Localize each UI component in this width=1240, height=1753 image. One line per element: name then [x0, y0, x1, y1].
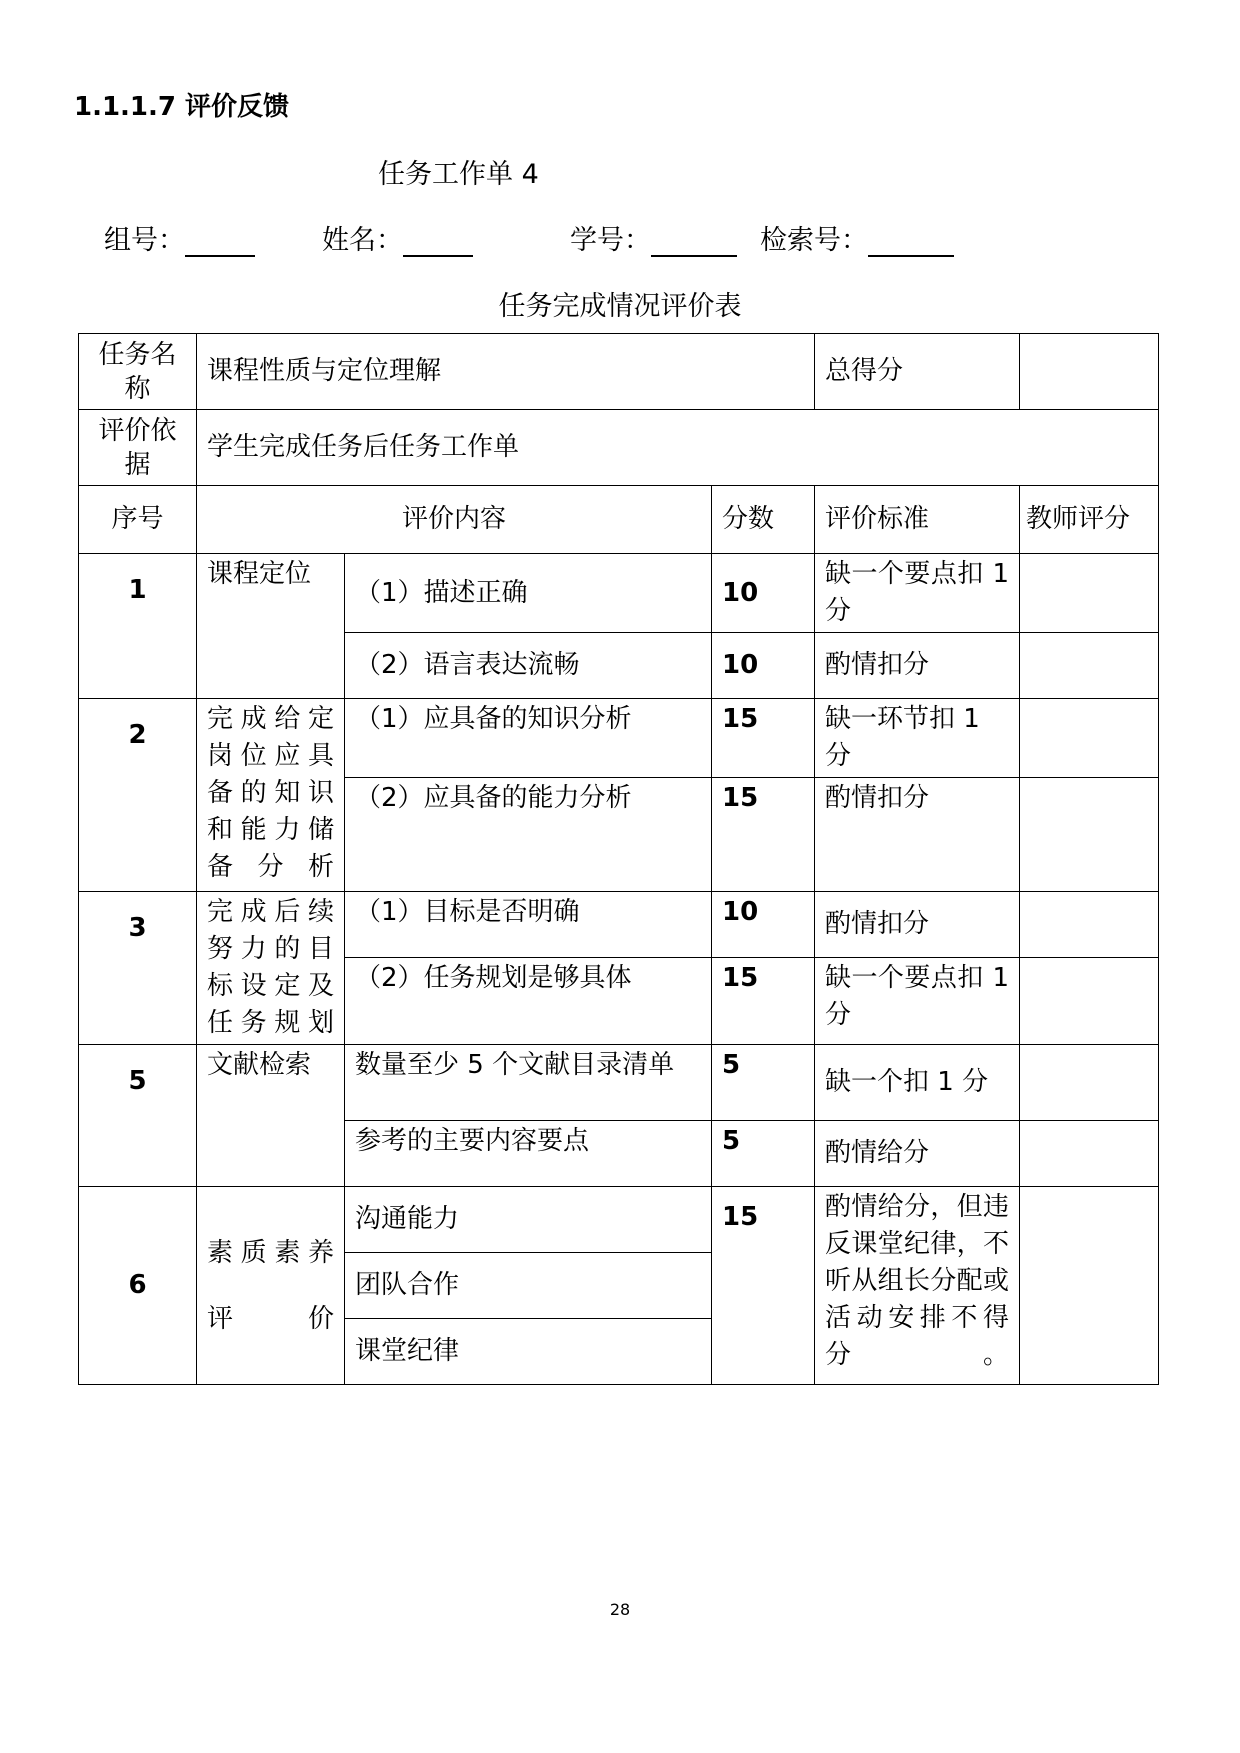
teacher-score-cell[interactable]	[1020, 778, 1159, 892]
header-score: 分数	[712, 486, 815, 554]
sheet-title: 任务工作单 4	[378, 159, 539, 190]
group-3-seq: 3	[79, 892, 197, 1045]
group-5-item-2-criteria: 酌情给分	[815, 1121, 1020, 1187]
group-2-item-1-content: （1）应具备的知识分析	[345, 699, 712, 778]
group-3-item-2-content: （2）任务规划是够具体	[345, 958, 712, 1045]
name-label: 姓名：	[322, 225, 403, 256]
group-2-seq: 2	[79, 699, 197, 892]
group-6-criteria: 酌情给分，但违反课堂纪律，不听从组长分配或活动安排不得分。	[815, 1187, 1020, 1385]
student-id-label: 学号：	[570, 225, 651, 256]
group-3-item-1-score: 10	[712, 892, 815, 958]
group-2-item-1-criteria: 缺一环节扣 1 分	[815, 699, 1020, 778]
table-row	[79, 1187, 1159, 1253]
group-6-item-2-content: 团队合作	[345, 1253, 712, 1319]
teacher-score-cell[interactable]	[1020, 554, 1159, 633]
evaluation-table	[78, 333, 1159, 1385]
task-name-label: 任务名称	[79, 334, 197, 410]
group-3-item-1-criteria: 酌情扣分	[815, 892, 1020, 958]
group-2-item-2-score: 15	[712, 778, 815, 892]
group-1-seq: 1	[79, 554, 197, 699]
table-row	[79, 1045, 1159, 1121]
group-5-item-2-content: 参考的主要内容要点	[345, 1121, 712, 1187]
group-6-item-1-content: 沟通能力	[345, 1187, 712, 1253]
group-1-item-2-content: （2）语言表达流畅	[345, 633, 712, 699]
basis-row	[79, 410, 1159, 486]
group-5-item-1-score: 5	[712, 1045, 815, 1121]
total-score-label: 总得分	[815, 334, 1020, 410]
name-blank[interactable]	[403, 227, 473, 257]
group-2-category: 完成给定岗位应具备的知识和能力储备分析	[197, 699, 345, 892]
table-title: 任务完成情况评价表	[498, 291, 742, 322]
group-1-category: 课程定位	[197, 554, 345, 699]
teacher-score-cell[interactable]	[1020, 1121, 1159, 1187]
group-1-item-2-score: 10	[712, 633, 815, 699]
group-3-item-2-criteria: 缺一个要点扣 1 分	[815, 958, 1020, 1045]
group-2-item-1-score: 15	[712, 699, 815, 778]
header-criteria: 评价标准	[815, 486, 1020, 554]
group-5-item-1-criteria: 缺一个扣 1 分	[815, 1045, 1020, 1121]
header-seq: 序号	[79, 486, 197, 554]
search-number-field[interactable]	[760, 218, 954, 257]
header-row	[79, 486, 1159, 554]
group-2-item-2-criteria: 酌情扣分	[815, 778, 1020, 892]
group-3-item-1-content: （1）目标是否明确	[345, 892, 712, 958]
name-field[interactable]	[322, 218, 473, 257]
group-5-seq: 5	[79, 1045, 197, 1187]
header-content: 评价内容	[197, 486, 712, 554]
group-3-item-2-score: 15	[712, 958, 815, 1045]
teacher-score-cell[interactable]	[1020, 958, 1159, 1045]
search-number-label: 检索号：	[760, 225, 868, 256]
basis-label: 评价依据	[79, 410, 197, 486]
group-6-seq: 6	[79, 1187, 197, 1385]
group-6-item-3-content: 课堂纪律	[345, 1319, 712, 1385]
task-name-row	[79, 334, 1159, 410]
group-2-item-2-content: （2）应具备的能力分析	[345, 778, 712, 892]
group-5-item-2-score: 5	[712, 1121, 815, 1187]
group-number-label: 组号：	[104, 225, 185, 256]
group-6-category: 素质素养评价	[197, 1187, 345, 1385]
group-number-field[interactable]	[104, 218, 255, 257]
teacher-score-cell[interactable]	[1020, 1045, 1159, 1121]
group-5-item-1-content: 数量至少 5 个文献目录清单	[345, 1045, 712, 1121]
table-row	[79, 699, 1159, 778]
student-id-blank[interactable]	[651, 227, 737, 257]
group-6-score: 15	[712, 1187, 815, 1385]
group-1-item-2-criteria: 酌情扣分	[815, 633, 1020, 699]
group-3-category: 完成后续努力的目标设定及任务规划	[197, 892, 345, 1045]
teacher-score-cell[interactable]	[1020, 1187, 1159, 1385]
teacher-score-cell[interactable]	[1020, 699, 1159, 778]
student-id-field[interactable]	[570, 218, 737, 257]
table-row	[79, 892, 1159, 958]
section-heading: 1.1.1.7 评价反馈	[74, 92, 290, 122]
group-5-category: 文献检索	[197, 1045, 345, 1187]
page-number: 28	[609, 1600, 631, 1619]
basis-value: 学生完成任务后任务工作单	[197, 410, 1159, 486]
total-score-cell[interactable]	[1020, 334, 1159, 410]
header-teacher: 教师评分	[1020, 486, 1159, 554]
group-1-item-1-score: 10	[712, 554, 815, 633]
group-1-item-1-content: （1）描述正确	[345, 554, 712, 633]
teacher-score-cell[interactable]	[1020, 892, 1159, 958]
search-number-blank[interactable]	[868, 227, 954, 257]
group-number-blank[interactable]	[185, 227, 255, 257]
task-name-value: 课程性质与定位理解	[197, 334, 815, 410]
group-1-item-1-criteria: 缺一个要点扣 1 分	[815, 554, 1020, 633]
teacher-score-cell[interactable]	[1020, 633, 1159, 699]
table-row	[79, 554, 1159, 633]
